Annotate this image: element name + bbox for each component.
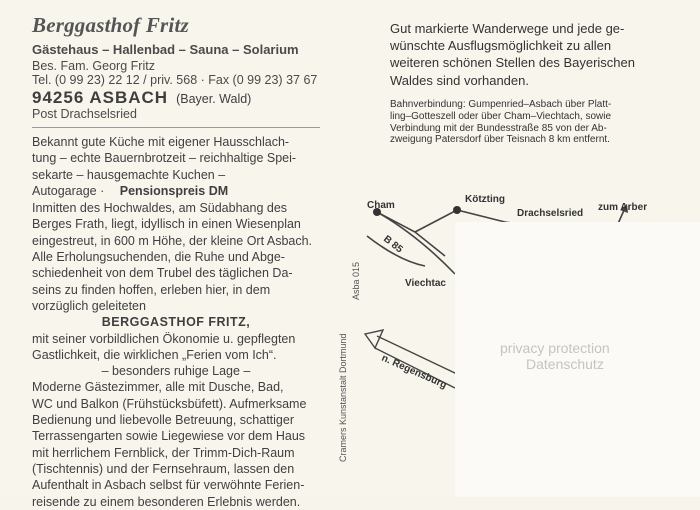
post-line: Post Drachselsried <box>32 107 137 121</box>
text-line <box>32 183 320 199</box>
publisher-imprint: Cramers Kunstanstalt Dortmund <box>338 333 348 462</box>
text-line: reisende zu einem besonderen Erlebnis werden. <box>32 494 301 509</box>
watermark-line: privacy protection <box>500 340 610 356</box>
autogarage-text: Autogarage · <box>32 183 105 198</box>
rail-connection-text <box>390 99 680 146</box>
label-regensburg: n. Regensburg <box>379 352 449 392</box>
text-line: eingestreut, in 600 m Höhe, der kleine Ort Asbach. <box>32 233 313 248</box>
text-line: wünschte Ausflugsmöglichkeit zu allen <box>390 38 612 54</box>
owner-line: Bes. Fam. Georg Fritz <box>32 59 155 73</box>
text-line: Moderne Gästezimmer, alle mit Dusche, Bad, <box>32 380 284 395</box>
town-dot-koetzting <box>453 206 461 214</box>
watermark-line: Datenschutz <box>526 356 604 372</box>
text-line: Waldes sind vorhanden. <box>390 72 529 88</box>
text-line: seins zu finden hoffen, erleben hier, in dem <box>32 282 271 297</box>
facilities-line: Gästehaus – Hallenbad – Sauna – Solarium <box>32 42 299 57</box>
pension-price-text: Pensionspreis DM <box>119 183 229 198</box>
text-line: Alle Erholungsuchenden, die Ruhe und Abge- <box>32 250 285 265</box>
postcode-city-text: 94256 ASBACH <box>32 88 169 107</box>
brand-caps-line: BERGGASTHOF FRITZ, <box>101 315 251 330</box>
text-line: Inmitten des Hochwaldes, am Südabhang des <box>32 201 288 216</box>
text-line: Aufenthalt in Asbach selbst für verwöhnte Ferien- <box>32 478 305 493</box>
text-line: (Tischtennis) und der Fernsehraum, lassen den <box>32 461 295 476</box>
text-line: vorzüglich geleiteten <box>32 298 146 313</box>
text-line: tung – echte Bauernbrotzeit – reichhaltige Spei- <box>32 151 297 166</box>
divider <box>32 127 320 128</box>
label-b85: B 85 <box>381 233 405 256</box>
quiet-location-line: – besonders ruhige Lage – <box>101 364 251 379</box>
label-koetzting: Kötzting <box>465 194 505 205</box>
text-line: Bedienung und liebevolle Betreuung, schattiger <box>32 413 294 428</box>
text-line: Bekannt gute Küche mit eigener Hausschlach- <box>32 135 290 149</box>
region-text: (Bayer. Wald) <box>176 92 252 106</box>
text-line: Gut markierte Wanderwege und jede ge- <box>390 21 625 36</box>
phone-line: Tel. (0 99 23) 22 12 / priv. 568 · Fax (0 99 23) 37 67 <box>32 73 318 87</box>
postcode-city <box>32 88 251 108</box>
text-line: WC und Balkon (Frühstücksbüfett). Aufmerksame <box>32 396 307 411</box>
text-line: mit herrlichem Fernblick, der Trimm-Dich-Raum <box>32 445 295 460</box>
text-line: zweigung Patersdorf über Teisnach 8 km entfernt. <box>390 134 610 146</box>
text-line: weiteren schönen Stellen des Bayerischen <box>390 55 635 71</box>
text-line: Verbindung mit der Bundesstraße 85 von der Ab- <box>390 122 607 134</box>
text-line: ling–Gotteszell oder über Cham–Viechtach, sowie <box>390 110 612 122</box>
text-line: sekarte – hausgemachte Kuchen – <box>32 167 226 182</box>
text-line: Bahnverbindung: Gumpenried–Asbach über Platt- <box>390 99 612 110</box>
privacy-watermark <box>500 340 610 372</box>
regensburg-arrow-head <box>365 330 383 348</box>
text-line: Gastlichkeit, die wirklichen „Ferien vom Ich“. <box>32 347 277 362</box>
text-line: mit seiner vorbildlichen Ökonomie u. gepflegten <box>32 331 296 346</box>
label-drachselsried: Drachselsried <box>517 208 584 219</box>
right-intro-text <box>390 20 680 89</box>
label-zum-arber: zum Arber <box>598 202 648 213</box>
brand-title: Berggasthof Fritz <box>32 13 189 37</box>
text-line: Berges Frath, liegt, idyllisch in einen Wiesenplan <box>32 217 301 232</box>
left-body-text <box>32 134 320 510</box>
text-line: schiedenheit von dem Trubel des täglichen Da- <box>32 266 293 281</box>
label-cham: Cham <box>367 200 395 211</box>
text-line: Terrassengarten sowie Liegewiese vor dem Haus <box>32 429 306 444</box>
card-code: Asba 015 <box>351 261 361 300</box>
label-viechtach: Viechtac <box>405 278 446 289</box>
